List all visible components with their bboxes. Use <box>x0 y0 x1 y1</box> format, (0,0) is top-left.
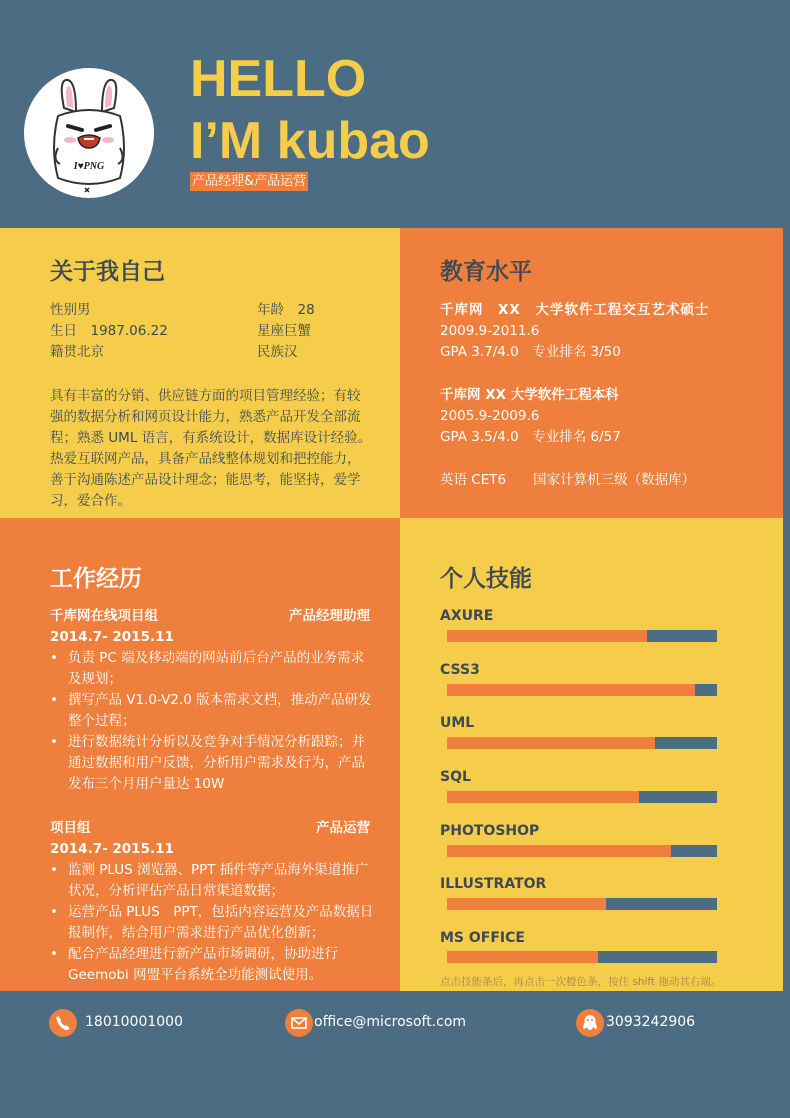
skill-bar[interactable] <box>447 737 717 749</box>
skill-bar-fill[interactable] <box>447 737 655 749</box>
list-item <box>50 902 373 944</box>
bullet-line: 发布三个月用户量达 10W <box>68 776 225 792</box>
about-paragraph-line: 具有丰富的分销、供应链方面的项目管理经验；有较 <box>50 388 361 404</box>
about-age: 年龄 28 <box>257 302 315 318</box>
skill-label: PHOTOSHOP <box>440 823 540 839</box>
skill-bar[interactable] <box>447 845 717 857</box>
skill-label: MS OFFICE <box>440 930 525 946</box>
skill-bar-fill[interactable] <box>447 951 598 963</box>
education-period-2: 2005.9-2009.6 <box>440 408 540 424</box>
avatar <box>24 68 154 198</box>
skill-bar-fill[interactable] <box>447 845 671 857</box>
mail-icon <box>285 1009 313 1037</box>
skill-bar-fill[interactable] <box>447 684 695 696</box>
list-item <box>50 860 373 902</box>
bunny-avatar-icon <box>24 68 154 198</box>
bullet-line: 整个过程； <box>68 713 136 729</box>
bullet-line: 及规划； <box>68 671 122 687</box>
list-item <box>50 944 373 986</box>
job-2-company: 项目组 <box>50 820 91 836</box>
bullet-line: • 负责 PC 端及移动端的网站前后台产品的业务需求 <box>68 650 365 666</box>
job-title-badge: 产品经理&产品运营 <box>192 174 307 189</box>
greeting-line-2: I’M kubao <box>190 112 430 170</box>
work-panel <box>0 518 400 991</box>
skills-hint: 点击技能条后，再点击一次橙色条，按住 shift 拖动其右端。 <box>440 976 722 988</box>
skill-label: AXURE <box>440 608 494 624</box>
education-certificates: 英语 CET6 国家计算机三级（数据库） <box>440 472 696 488</box>
phone-icon <box>49 1009 77 1037</box>
about-ethnicity: 民族汉 <box>257 344 298 360</box>
job-1-bullets <box>50 648 372 795</box>
about-paragraph-line: 热爱互联网产品，具备产品线整体规划和把控能力， <box>50 451 361 467</box>
bullet-line: 通过数据和用户反馈，分析用户需求及行为，产品 <box>68 755 365 771</box>
education-panel <box>400 228 783 518</box>
job-1-company: 千库网在线项目组 <box>50 608 158 624</box>
about-hometown: 籍贯北京 <box>50 344 104 360</box>
about-panel <box>0 228 400 518</box>
skill-bar[interactable] <box>447 630 717 642</box>
about-zodiac: 星座巨蟹 <box>257 323 311 339</box>
job-2-role: 产品运营 <box>316 820 370 836</box>
bullet-line: • 进行数据统计分析以及竞争对手情况分析跟踪；并 <box>68 734 365 750</box>
education-school-1: 千库网 XX 大学软件工程交互艺术硕士 <box>440 302 710 318</box>
bullet-line: • 配合产品经理进行新产品市场调研，协助进行 <box>68 946 338 962</box>
avatar-caption: I♥PNG <box>73 161 105 172</box>
work-title: 工作经历 <box>50 566 142 592</box>
list-item <box>50 648 372 690</box>
skill-bar-fill[interactable] <box>447 791 639 803</box>
education-title: 教育水平 <box>440 259 532 285</box>
job-2-period: 2014.7- 2015.11 <box>50 841 174 857</box>
skill-bar[interactable] <box>447 898 717 910</box>
education-period-1: 2009.9-2011.6 <box>440 323 540 339</box>
about-birthday: 生日 1987.06.22 <box>50 323 168 339</box>
about-paragraph <box>50 386 371 512</box>
skill-bar-fill[interactable] <box>447 898 606 910</box>
job-1-role: 产品经理助理 <box>289 608 370 624</box>
bullet-line: • 撰写产品 V1.0-V2.0 版本需求文档，推动产品研发 <box>68 692 372 708</box>
skill-label: ILLUSTRATOR <box>440 876 547 892</box>
bullet-line: 报制作，结合用户需求进行产品优化创新； <box>68 925 325 941</box>
skill-label: SQL <box>440 769 471 785</box>
bullet-line: • 运营产品 PLUS PPT，包括内容运营及产品数据日 <box>68 904 374 920</box>
education-gpa-2: GPA 3.5/4.0 专业排名 6/57 <box>440 429 621 445</box>
contact-email[interactable]: office@microsoft.com <box>314 1014 467 1030</box>
education-school-2: 千库网 XX 大学软件工程本科 <box>440 387 619 403</box>
skills-title: 个人技能 <box>440 566 532 592</box>
bullet-line: Geemobi 网盟平台系统全功能测试使用。 <box>68 967 323 983</box>
bullet-line: • 监测 PLUS 浏览器、PPT 插件等产品海外渠道推广 <box>68 862 369 878</box>
about-gender: 性别男 <box>50 302 91 318</box>
about-title: 关于我自己 <box>50 259 165 285</box>
skill-bar-fill[interactable] <box>447 630 647 642</box>
education-gpa-1: GPA 3.7/4.0 专业排名 3/50 <box>440 344 621 360</box>
qq-icon <box>576 1009 604 1037</box>
about-paragraph-line: 程；熟悉 UML 语言，有系统设计，数据库设计经验。 <box>50 430 372 446</box>
contact-phone: 18010001000 <box>85 1014 183 1030</box>
skill-bar[interactable] <box>447 951 717 963</box>
about-paragraph-line: 习，爱合作。 <box>50 493 131 509</box>
greeting-line-1: HELLO <box>190 50 367 108</box>
skills-panel <box>400 518 783 991</box>
job-1-period: 2014.7- 2015.11 <box>50 629 174 645</box>
list-item <box>50 690 372 732</box>
list-item <box>50 732 372 795</box>
bullet-line: 状况，分析评估产品日常渠道数据； <box>68 883 284 899</box>
about-paragraph-line: 强的数据分析和网页设计能力，熟悉产品开发全部流 <box>50 409 361 425</box>
about-paragraph-line: 善于沟通陈述产品设计理念；能思考，能坚持，爱学 <box>50 472 361 488</box>
skill-bar[interactable] <box>447 791 717 803</box>
contact-qq: 3093242906 <box>606 1014 696 1030</box>
skill-bar[interactable] <box>447 684 717 696</box>
skill-label: UML <box>440 715 475 731</box>
skill-label: CSS3 <box>440 662 480 678</box>
job-2-bullets <box>50 860 373 986</box>
